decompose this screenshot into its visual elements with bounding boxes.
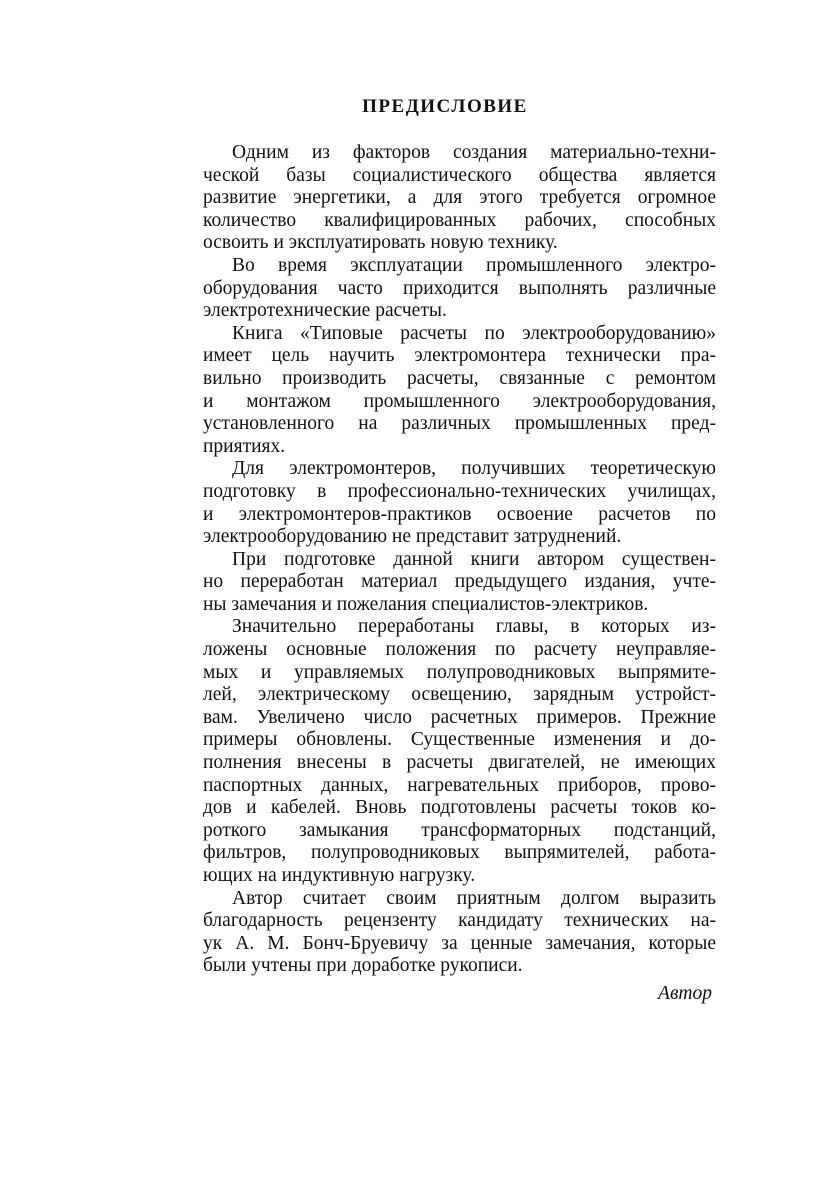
text-line: ны замечания и пожелания специалистов-электриков. — [203, 593, 649, 615]
preface-page — [174, 95, 716, 1006]
text-line: Книга «Типовые расчеты по электрооборудованию» — [232, 322, 716, 344]
text-line: ющих на индуктивную нагрузку. — [203, 865, 476, 886]
text-line: развитие энергетики, а для этого требуется огромное — [203, 187, 716, 209]
text-line: Одним из факторов создания материально-техни- — [232, 142, 716, 163]
text-line: ческой базы социалистического общества является — [203, 164, 716, 186]
text-line: приятиях. — [203, 435, 286, 457]
text-line: вильно производить расчеты, связанные с ремонтом — [203, 367, 716, 389]
text-line: Для электромонтеров, получивших теоретическую — [232, 458, 716, 480]
text-line: полнения внесены в расчеты двигателей, не имеющих — [203, 752, 716, 774]
text-line: Автор считает своим приятным долгом выразить — [232, 887, 716, 909]
text-line: установленного на различных промышленных пред- — [203, 413, 716, 435]
paragraph — [174, 323, 716, 459]
text-line: но переработан материал предыдущего издания, учте- — [203, 571, 716, 593]
text-line: паспортных данных, нагревательных приборов, прово- — [203, 774, 716, 796]
text-line: электротехнические расчеты. — [203, 300, 447, 322]
text-line: подготовку в профессионально-технических училищах, — [203, 480, 716, 502]
paragraph — [174, 549, 716, 617]
text-line: Значительно переработаны главы, в которых из- — [232, 616, 716, 638]
paragraph — [174, 255, 716, 323]
text-line: освоить и эксплуатировать новую технику. — [203, 232, 558, 254]
paragraph — [174, 616, 716, 887]
text-line: были учтены при доработке рукописи. — [203, 955, 523, 977]
text-line: роткого замыкания трансформаторных подстанций, — [203, 819, 716, 841]
text-line: количество квалифицированных рабочих, способных — [203, 209, 716, 231]
preface-body — [174, 142, 716, 978]
text-line: лей, электрическому освещению, зарядным устройст- — [203, 684, 716, 706]
author-signature: Автор — [658, 982, 712, 1004]
text-line: ложены основные положения по расчету неуправляе- — [203, 639, 716, 661]
text-line: имеет цель научить электромонтера технически пра- — [203, 345, 716, 367]
text-line: ук А. М. Бонч-Бруевичу за ценные замечания, которые — [203, 932, 716, 954]
text-line: мых и управляемых полупроводниковых выпрямите- — [203, 661, 716, 683]
text-line: примеры обновлены. Существенные изменения и до- — [203, 729, 716, 751]
text-line: Во время эксплуатации промышленного электро- — [232, 254, 716, 276]
text-line: вам. Увеличено число расчетных примеров. Прежние — [203, 706, 716, 728]
page-title: ПРЕДИСЛОВИЕ — [362, 96, 528, 117]
paragraph — [174, 142, 716, 255]
text-line: и монтажом промышленного электрооборудования, — [203, 390, 716, 412]
paragraph — [174, 458, 716, 548]
text-line: При подготовке данной книги автором существен- — [232, 548, 716, 570]
text-line: оборудования часто приходится выполнять различные — [203, 277, 716, 299]
paragraph — [174, 888, 716, 978]
text-line: и электромонтеров-практиков освоение расчетов по — [203, 503, 716, 525]
text-line: фильтров, полупроводниковых выпрямителей, работа- — [203, 842, 716, 864]
text-line: дов и кабелей. Вновь подготовлены расчеты токов ко- — [203, 797, 716, 819]
text-line: электрооборудованию не представит затруднений. — [203, 526, 622, 548]
text-line: благодарность рецензенту кандидату технических на- — [203, 910, 716, 932]
